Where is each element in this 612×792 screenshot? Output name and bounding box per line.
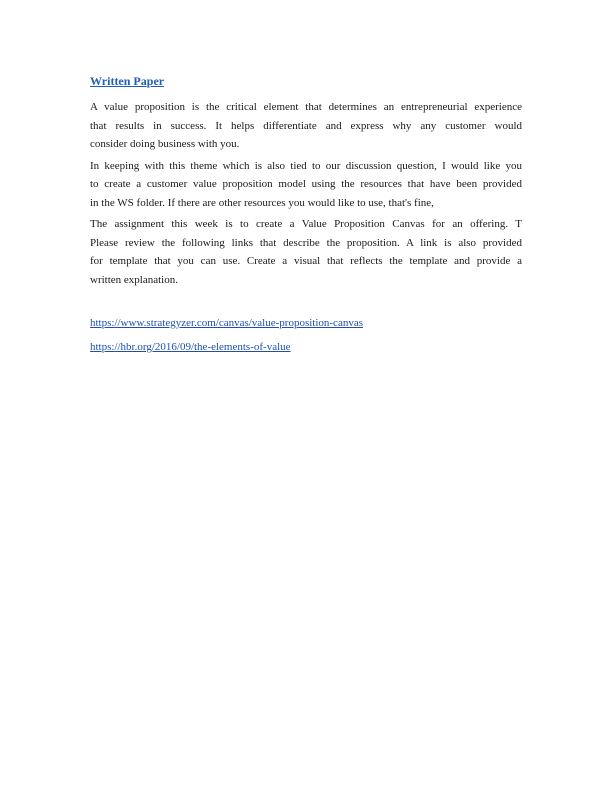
- paragraph-line: to create a customer value proposition model using the resources that have been provided: [90, 178, 522, 190]
- document-heading: Written Paper: [90, 74, 165, 88]
- link-hbr-elements-of-value[interactable]: https://hbr.org/2016/09/the-elements-of-value: [90, 341, 291, 353]
- paragraph-line: that results in success. It helps differentiate and express why any customer would: [90, 119, 522, 132]
- paragraph-assignment-context: [90, 157, 522, 213]
- paragraph-value-proposition: [90, 98, 522, 154]
- paragraph-line: in the WS folder. If there are other resources you would like to use, that's fine,: [90, 196, 434, 209]
- paragraph-line: A value proposition is the critical element that determines an entrepreneurial experience: [90, 101, 522, 113]
- spacer: [90, 292, 522, 316]
- paragraph-line: consider doing business with you.: [90, 138, 240, 150]
- paragraph-line: In keeping with this theme which is also tied to our discussion question, I would like you: [90, 159, 522, 172]
- paragraph-line: for template that you can use. Create a visual that reflects the template and provide a: [90, 255, 522, 267]
- paragraph-line: The assignment this week is to create a Value Proposition Canvas for an offering. T: [90, 218, 522, 230]
- paragraph-line: written explanation.: [90, 273, 178, 286]
- paragraph-line: Please review the following links that describe the proposition. A link is also provided: [90, 236, 522, 249]
- link-strategyzer-canvas[interactable]: https://www.strategyzer.com/canvas/value-proposition-canvas: [90, 317, 363, 329]
- paragraph-assignment-instructions: [90, 215, 522, 289]
